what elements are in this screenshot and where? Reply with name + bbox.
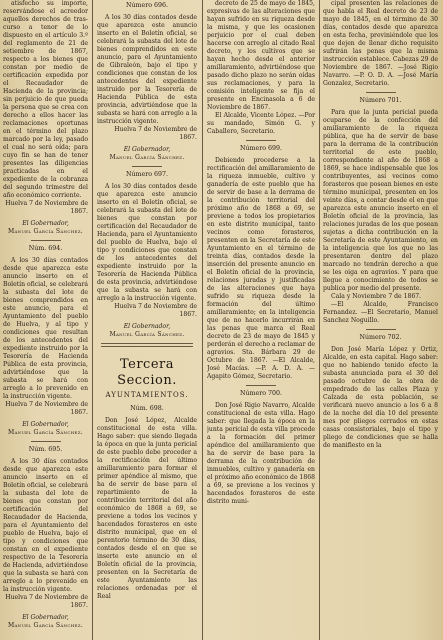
notice-place-date: Huelva 7 de Noviembre de 1867.: [114, 303, 197, 318]
notice-number: Núm. 698.: [130, 405, 164, 412]
divider: [246, 140, 276, 141]
signature-title: El Gobernador,: [123, 146, 171, 153]
signature-name: Manuel García Sánchez.: [7, 622, 84, 629]
notice-text: Don José María López y Ortiz, Alcalde, en esta capital. Hago saber: que no habiendo tenido efecto la subasta anunciada para el 30 del pasado octubre de la obra de empedrado de las calles Plaza y Calzada de esta población, se verificará nuevo anuncio a los 6 a 8 de la noche del día 10 del presente mes por pliegos cerrados en estas casas consistoriales, bajo el tipo y pliego de condiciones que se halla de manifiesto en la: [323, 346, 438, 449]
column-2: [97, 0, 197, 640]
notice-text: Don José López, Alcalde constitucional de esta villa. Hago saber: que siendo llegada la época en que la junta pericial de este pueblo debe proceder a la rectificación del último amillaramiento para formar el primer apéndice al mismo, que ha de servir de base para el repartimiento de la contribución territorial del año económico de 1868 a 69, se previene a todos los vecinos y hacendados forasteros en este distrito municipal, que en el perentorio término de 30 días, contados desde el en que se inserte este anuncio en el Boletín oficial de la provincia, presenten en la Secretaría de este Ayuntamiento las relaciones ordenadas por el Real: [97, 417, 197, 600]
notice-text: atisfecho su importe, reservándose el acreedor aquellos derechos de tras-curso a tenor de lo dispuesto en el artículo 3.º del reglamento de 21 de setiembre de 1867, respecto a los bienes que constan por medio de certificación expedida por el Recaudador de Hacienda de la provincia; sin perjuicio de que pueda la persona que se crea con derecho a ellos hacer las reclamaciones oportunas en el término del plazo marcado por la ley, pasado el cual no será oída; para cuyo fin se han de tener presentes las diligencias practicadas en el expediente de la cobranza del segundo trimestre del año económico corriente.: [3, 0, 88, 199]
notice-text: Debiendo procederse a la rectificación del amillaramiento de la riqueza inmueble, cultivo y ganadería de este pueblo que ha de servir de base a la derrama de la contribución territorial del próximo año de 1868 a 69, se previene a todos los propietarios en este distrito municipal, tanto vecinos como forasteros, presenten en la Secretaría de este Ayuntamiento en el término de treinta días, contados desde la inserción del presente anuncio en el Boletín oficial de la provincia, relaciones juradas y justificadas de las alteraciones que haya sufrido su riqueza desde la formación del último amillaramiento; en la inteligencia que de no hacerlo incurrirán en las penas que marca el Real decreto de 23 de mayo de 1845 y perderán el derecho a reclamar de agravios. Sta. Bárbara 29 de Octubre de 1867. —El Alcalde, José Macías. —P. A. D. A. —Agapito Gómez, Secretario.: [207, 157, 315, 380]
signature-title: El Gobernador,: [22, 220, 69, 227]
divider: [246, 385, 276, 386]
notice-text: A los 30 días contados desde que aparezca este anuncio inserto en el Boletín oficial, se celebrará la subasta del lote de bienes que constan por certificación del Recaudador de Hacienda, para el Ayuntamiento del pueblo de Huelva, bajo el tipo y condiciones que constan de los antecedentes del expediente instruido por la Tesorería de Hacienda Pública de esta provincia, advirtiéndose que la subasta se hará con arreglo a la instrucción vigente.: [97, 183, 197, 302]
notice: [323, 0, 438, 88]
column-rule: [319, 0, 320, 640]
notice-text: A los 30 días contados desde que aparezca este anuncio inserto en el Boletín oficial, se celebrará la subasta del lote de bienes comprendidos en este anuncio, para el Ayuntamiento del pueblo de Huelva, y al tipo y condiciones que resultan de los antecedentes del expediente instruido por la Tesorería de Hacienda Pública de esta provincia, advirtiéndose que la subasta se hará con arreglo a lo prevenido en la instrucción vigente.: [3, 257, 88, 400]
divider: [31, 441, 61, 442]
notice-place-date: Huelva 7 de Noviembre de 1867.: [5, 594, 88, 609]
notice-place-date: Huelva 7 de Noviembre de 1867.: [114, 126, 197, 141]
notice-text: A los 30 días contados desde que aparezca este anuncio inserto en el Boletín oficial, se celebrará la subasta del lote de bienes que constan por certificación del Recaudador de Hacienda, para el Ayuntamiento del pueblo de Huelva, bajo el tipo y condiciones que constan en el expediente respectivo de la Tesorería de Hacienda, advirtiéndose que la subasta se hará con arreglo a lo prevenido en la instrucción vigente.: [3, 458, 88, 593]
notice: [323, 97, 438, 325]
notice-place-date: Huelva 7 de Noviembre de 1867.: [5, 200, 88, 215]
column-3: [207, 0, 315, 640]
signature-line: —El Alcalde, Francisco Fernandez. —El Secretario, Manuel Sanchez Noguillo.: [323, 301, 438, 324]
notice: [207, 145, 315, 381]
signature-line: El Alcalde, Vicente López. —Por su mandado, Simón G. y Caballero, Secretario.: [207, 112, 315, 135]
notice: [207, 390, 315, 506]
notice-text: Para que la junta pericial pueda ocuparse de la confección del amillaramiento de la riqueza pública, que ha de servir de base para la derrama de la contribución territorial de este pueblo, correspondiente al año de 1868 a 1869, se hace indispensable que los contribuyentes, así vecinos como forasteros que posean bienes en este término municipal, presenten en los veinte días, a contar desde el en que aparezca este anuncio inserto en el Boletín oficial de la provincia, las relaciones juradas de los que posean sujetas a dicha contribución en la Secretaría de este Ayuntamiento, en la inteligencia que los que no las presentaren dentro del plazo marcado no tendrán derecho a que se les oiga en agravios. Y para que llegue a conocimiento de todos se publica por medio del presente.: [323, 109, 438, 292]
column-4: [323, 0, 438, 640]
section-divider: [101, 343, 193, 347]
notice-number: Núm. 695.: [28, 446, 63, 453]
notice: [97, 171, 197, 339]
notice: [97, 405, 197, 601]
signature-name: Manuel García Sánchez.: [7, 429, 84, 436]
notice: [3, 0, 88, 236]
divider: [366, 92, 396, 93]
signature-title: El Gobernador,: [22, 614, 69, 621]
column-1: [3, 0, 88, 640]
notice-number: Núm. 694.: [28, 245, 63, 252]
section-subtitle: AYUNTAMIENTOS.: [105, 391, 189, 399]
signature-name: Manuel García Sánchez.: [109, 154, 185, 161]
notice: [207, 0, 315, 136]
notice-number: Número 702.: [359, 334, 402, 341]
signature-name: Manuel García Sánchez.: [7, 228, 84, 235]
notice-text: A los 30 días contados desde que aparezca este anuncio inserto en el Boletín oficial, se celebrará la subasta del lote de bienes comprendidos en este anuncio, para el Ayuntamiento de Gibraleón, bajo el tipo y condiciones que constan de los antecedentes del expediente instruido por la Tesorería de Hacienda Pública de esta provincia, advirtiéndose que la subasta se hará con arreglo a la instrucción vigente.: [97, 14, 197, 125]
divider: [132, 166, 162, 167]
notice-place-date: Cala y Noviembre 7 de 1867.: [331, 293, 422, 300]
divider: [31, 240, 61, 241]
divider: [366, 329, 396, 330]
notice-number: Número 700.: [239, 390, 283, 397]
notice-text: decreto de 25 de mayo de 1845, expresivas de las alteraciones que hayan sufrido en su riqueza desde la misma, y que les ocasionen perjuicio por el cual deben hacerse con arreglo al citado Real decreto, y los cultivos que se hayan hecho desde el anterior amillaramiento, advirtiéndose que pasado dicho plazo no serán oídas sus reclamaciones, y para la comisión inteligente se fija el presente en Encinasola a 6 de Noviembre de 1867.: [207, 0, 315, 111]
signature-name: Manuel García Sánchez.: [109, 331, 185, 338]
section-title: Tercera Seccion.: [117, 357, 177, 388]
notice-place-date: Huelva 7 de Noviembre de 1867.: [5, 401, 88, 416]
notice: [3, 446, 88, 630]
notice-text: cipal presenten las relaciones de que habla el Real decreto de 23 de mayo de 1845, en el término de 30 días, contados desde que aparezca en esta fecha, previniéndole que los que dejen de llenar dicho requisito sufrirán las penas que la misma instrucción establece. Cabezas 29 de Noviembre de 1867. —José Rigio Navarro. —P. O. D. A. —José María Gonzalez, Secretario.: [323, 0, 438, 87]
column-rule: [202, 0, 203, 640]
notice-text: Don José Rigio Navarro, Alcalde constitucional de esta villa. Hago saber: que llegada la época en la junta pericial de esta villa procede a la formación del primer apéndice del amillaramiento que ha de servir de base para la derrama de la contribución de inmuebles, cultivo y ganadería en el próximo año económico de 1868 a 69, se previene a los vecinos y hacendados forasteros de este distrito muni-: [207, 402, 315, 505]
signature-title: El Gobernador,: [123, 323, 171, 330]
notice-number: Número 699.: [239, 145, 283, 152]
column-rule: [92, 0, 93, 640]
notice-number: Número 697.: [125, 171, 169, 178]
notice: [97, 2, 197, 162]
notice: [323, 334, 438, 450]
notice-number: Número 701.: [359, 97, 402, 104]
notice: [3, 245, 88, 437]
notice-number: Número 696.: [125, 2, 169, 9]
signature-title: El Gobernador,: [22, 421, 69, 428]
